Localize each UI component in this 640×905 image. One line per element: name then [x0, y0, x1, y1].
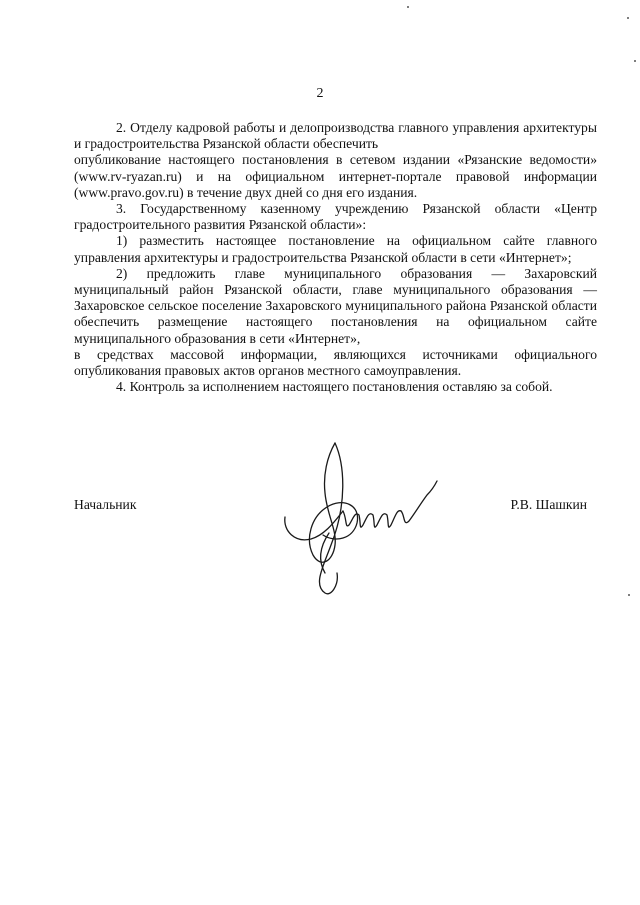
page-number: 2	[316, 86, 324, 101]
paragraph-3-item-1	[74, 233, 597, 265]
paragraph-2	[74, 120, 597, 201]
scan-speck	[628, 594, 630, 596]
position-title: Начальник	[74, 497, 137, 512]
scan-speck	[634, 60, 636, 62]
paragraph-text: 4. Контроль за исполнением настоящего постановления оставляю за собой.	[116, 379, 553, 395]
document-body	[74, 120, 597, 395]
scan-speck	[627, 17, 629, 19]
signatory-name: Р.В. Шашкин	[510, 497, 587, 512]
scan-speck	[407, 6, 409, 8]
paragraph-4	[74, 379, 597, 395]
paragraph-text: в средствах массовой информации, являющихся источниками официального опубликования правовых актов органов местного самоуправления.	[74, 346, 597, 379]
paragraph-text: 1) разместить настоящее постановление на официальном сайте главного управления архитектуры и градостроительства Рязанской области в сети «Интернет»;	[74, 233, 597, 265]
paragraph-3	[74, 201, 597, 233]
paragraph-text: опубликование настоящего постановления в сетевом издании «Рязанские ведомости» (www.rv-ryazan.ru) и на официальном интернет-портале правовой информации (www.pravo.gov.ru) в течение двух дней со дня его издания.	[74, 152, 597, 200]
paragraph-text: 2. Отделу кадровой работы и делопроизводства главного управления архитектуры и градостроительства Рязанской области обеспечить	[74, 120, 597, 152]
paragraph-3-item-2	[74, 266, 597, 379]
paragraph-text: 3. Государственному казенному учреждению Рязанской области «Центр градостроительного развития Рязанской области»:	[74, 201, 597, 233]
handwritten-signature	[265, 435, 440, 610]
paragraph-text: 2) предложить главе муниципального образования — Захаровский муниципальный район Рязанской области, главе муниципального образования — Захаровское сельское поселение Захаровского муниципального района Рязанской области обеспечить размещение настоящего постановления на официальном сайте муниципального образования в сети «Интернет»,	[74, 265, 597, 346]
